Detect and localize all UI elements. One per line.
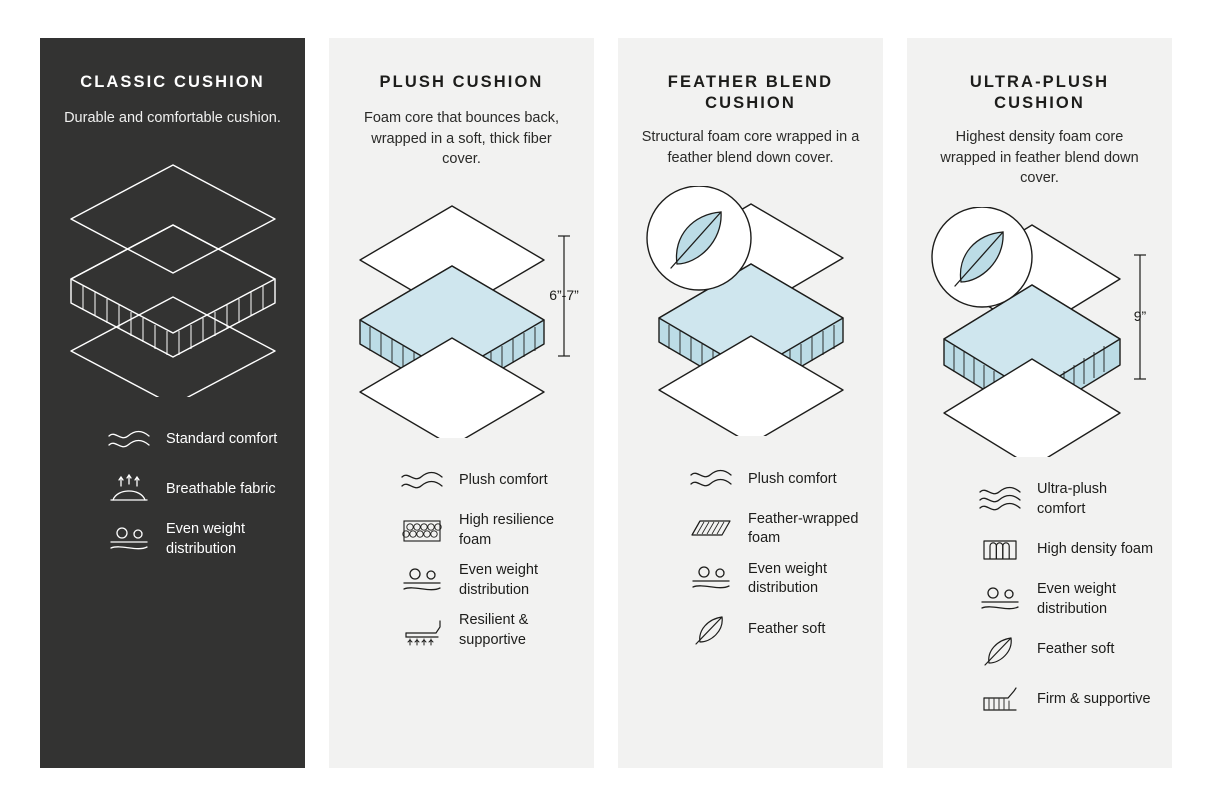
dimension-label: 9” — [1133, 307, 1146, 324]
dense-foam-icon — [977, 531, 1023, 569]
even-weight-icon — [399, 562, 445, 600]
page-title: ULTRA-PLUSH CUSHION — [969, 73, 1110, 112]
wave-icon — [399, 462, 445, 500]
list-item — [977, 675, 1154, 725]
list-item — [399, 506, 576, 556]
page-title: FEATHER BLEND CUSHION — [667, 73, 834, 112]
feature-label: Standard comfort — [166, 430, 278, 447]
feature-label: Breathable fabric — [166, 480, 276, 497]
breathable-fabric-icon — [106, 471, 152, 509]
dimension-label: 6”-7” — [548, 286, 579, 303]
list-item — [106, 415, 287, 465]
feature-label: High density foam — [1037, 541, 1154, 558]
cushion-layers-illustration — [342, 188, 582, 438]
feature-label: Feather soft — [1037, 641, 1115, 658]
feature-label: Even weight distribution — [166, 521, 245, 557]
feature-label: High resilience foam — [459, 512, 555, 548]
list-item — [688, 604, 865, 654]
features-list — [347, 456, 576, 656]
list-item — [106, 515, 287, 565]
card-description: Structural foam core wrapped in a feather blend down cover. — [641, 129, 860, 166]
feather-icon — [977, 631, 1023, 669]
list-item — [399, 456, 576, 506]
list-item — [106, 465, 287, 515]
list-item — [399, 606, 576, 656]
card-plush-cushion[interactable] — [329, 38, 594, 768]
card-classic-cushion[interactable] — [40, 38, 305, 768]
honeycomb-foam-icon — [399, 512, 445, 550]
list-item — [977, 625, 1154, 675]
feature-label: Plush comfort — [748, 470, 837, 487]
wave-icon — [688, 460, 734, 498]
cushion-layers-illustration — [53, 147, 293, 397]
features-list — [925, 475, 1154, 725]
feature-label: Resilient & supportive — [459, 612, 529, 648]
card-description: Highest density foam core wrapped in feather blend down cover. — [940, 129, 1139, 187]
page-title: CLASSIC CUSHION — [80, 73, 265, 91]
feature-label: Feather soft — [748, 620, 826, 637]
feature-label: Even weight distribution — [1037, 581, 1116, 617]
feature-label: Firm & supportive — [1037, 691, 1151, 708]
card-feather-blend-cushion[interactable] — [618, 38, 883, 768]
feature-label: Even weight distribution — [748, 560, 827, 597]
card-description: Foam core that bounces back, wrapped in a soft, thick fiber cover. — [363, 110, 560, 168]
feature-label: Even weight distribution — [459, 562, 538, 598]
firm-support-icon — [977, 681, 1023, 719]
list-item — [977, 575, 1154, 625]
card-description: Durable and comfortable cushion. — [64, 110, 281, 126]
list-item — [688, 454, 865, 504]
feather-badge — [647, 186, 751, 290]
wave-icon — [106, 421, 152, 459]
wave-icon — [977, 481, 1023, 519]
list-item — [688, 554, 865, 604]
feature-label: Plush comfort — [459, 471, 548, 488]
feather-icon — [688, 610, 734, 648]
even-weight-icon — [977, 581, 1023, 619]
even-weight-icon — [106, 521, 152, 559]
list-item — [977, 525, 1154, 575]
cushion-layers-illustration — [920, 207, 1160, 457]
feather-badge — [932, 207, 1032, 307]
feather-wrapped-foam-icon — [688, 510, 734, 548]
list-item — [688, 504, 865, 554]
cushion-layers-illustration — [631, 186, 871, 436]
features-list — [636, 454, 865, 654]
page-title: PLUSH CUSHION — [379, 73, 544, 91]
resilient-support-icon — [399, 612, 445, 650]
feature-label: Ultra-plush comfort — [1037, 481, 1108, 517]
features-list — [58, 415, 287, 565]
list-item — [399, 556, 576, 606]
card-ultra-plush-cushion[interactable] — [907, 38, 1172, 768]
even-weight-icon — [688, 560, 734, 598]
list-item — [977, 475, 1154, 525]
feature-label: Feather-wrapped foam — [748, 510, 859, 547]
